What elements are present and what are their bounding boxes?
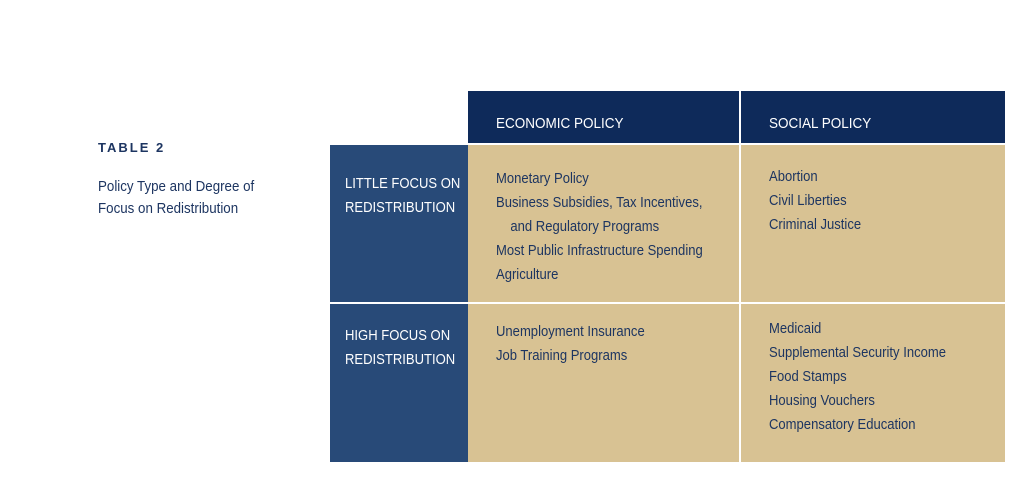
- table-label: TABLE 2: [98, 140, 166, 155]
- cell-high-focus-social: [741, 304, 1005, 462]
- policy-item: Compensatory Education: [769, 417, 916, 433]
- policy-item: Housing Vouchers: [769, 393, 875, 409]
- column-header-social-policy: [741, 91, 1005, 143]
- policy-item: Most Public Infrastructure Spending: [496, 243, 703, 259]
- table-title-line: Policy Type and Degree of: [98, 179, 255, 195]
- column-header-label: SOCIAL POLICY: [769, 115, 872, 132]
- policy-item: Food Stamps: [769, 369, 847, 385]
- table-title-line: Focus on Redistribution: [98, 201, 239, 217]
- table-title: [98, 176, 291, 220]
- table-caption: [98, 140, 308, 220]
- row-header-line: LITTLE FOCUS ON: [345, 176, 461, 192]
- cell-high-focus-economic: [468, 304, 739, 462]
- policy-item: Agriculture: [496, 267, 559, 283]
- row-header-line: HIGH FOCUS ON: [345, 328, 451, 344]
- column-header-economic-policy: [468, 91, 739, 143]
- policy-item: Unemployment Insurance: [496, 324, 645, 340]
- cell-little-focus-social: [741, 145, 1005, 302]
- row-header-little-focus: [330, 145, 468, 302]
- policy-item: Criminal Justice: [769, 217, 862, 233]
- policy-item: Job Training Programs: [496, 348, 628, 364]
- policy-item: Monetary Policy: [496, 171, 589, 187]
- policy-item: Supplemental Security Income: [769, 345, 946, 361]
- cell-little-focus-economic: [468, 145, 739, 302]
- policy-item: Medicaid: [769, 321, 822, 337]
- row-header-high-focus: [330, 304, 468, 462]
- row-header-line: REDISTRIBUTION: [345, 200, 456, 216]
- column-header-label: ECONOMIC POLICY: [496, 115, 624, 132]
- policy-item: Civil Liberties: [769, 193, 847, 209]
- policy-item: Business Subsidies, Tax Incentives,: [496, 195, 703, 211]
- policy-item: and Regulatory Programs: [510, 219, 660, 235]
- policy-item: Abortion: [769, 169, 818, 185]
- row-header-line: REDISTRIBUTION: [345, 352, 456, 368]
